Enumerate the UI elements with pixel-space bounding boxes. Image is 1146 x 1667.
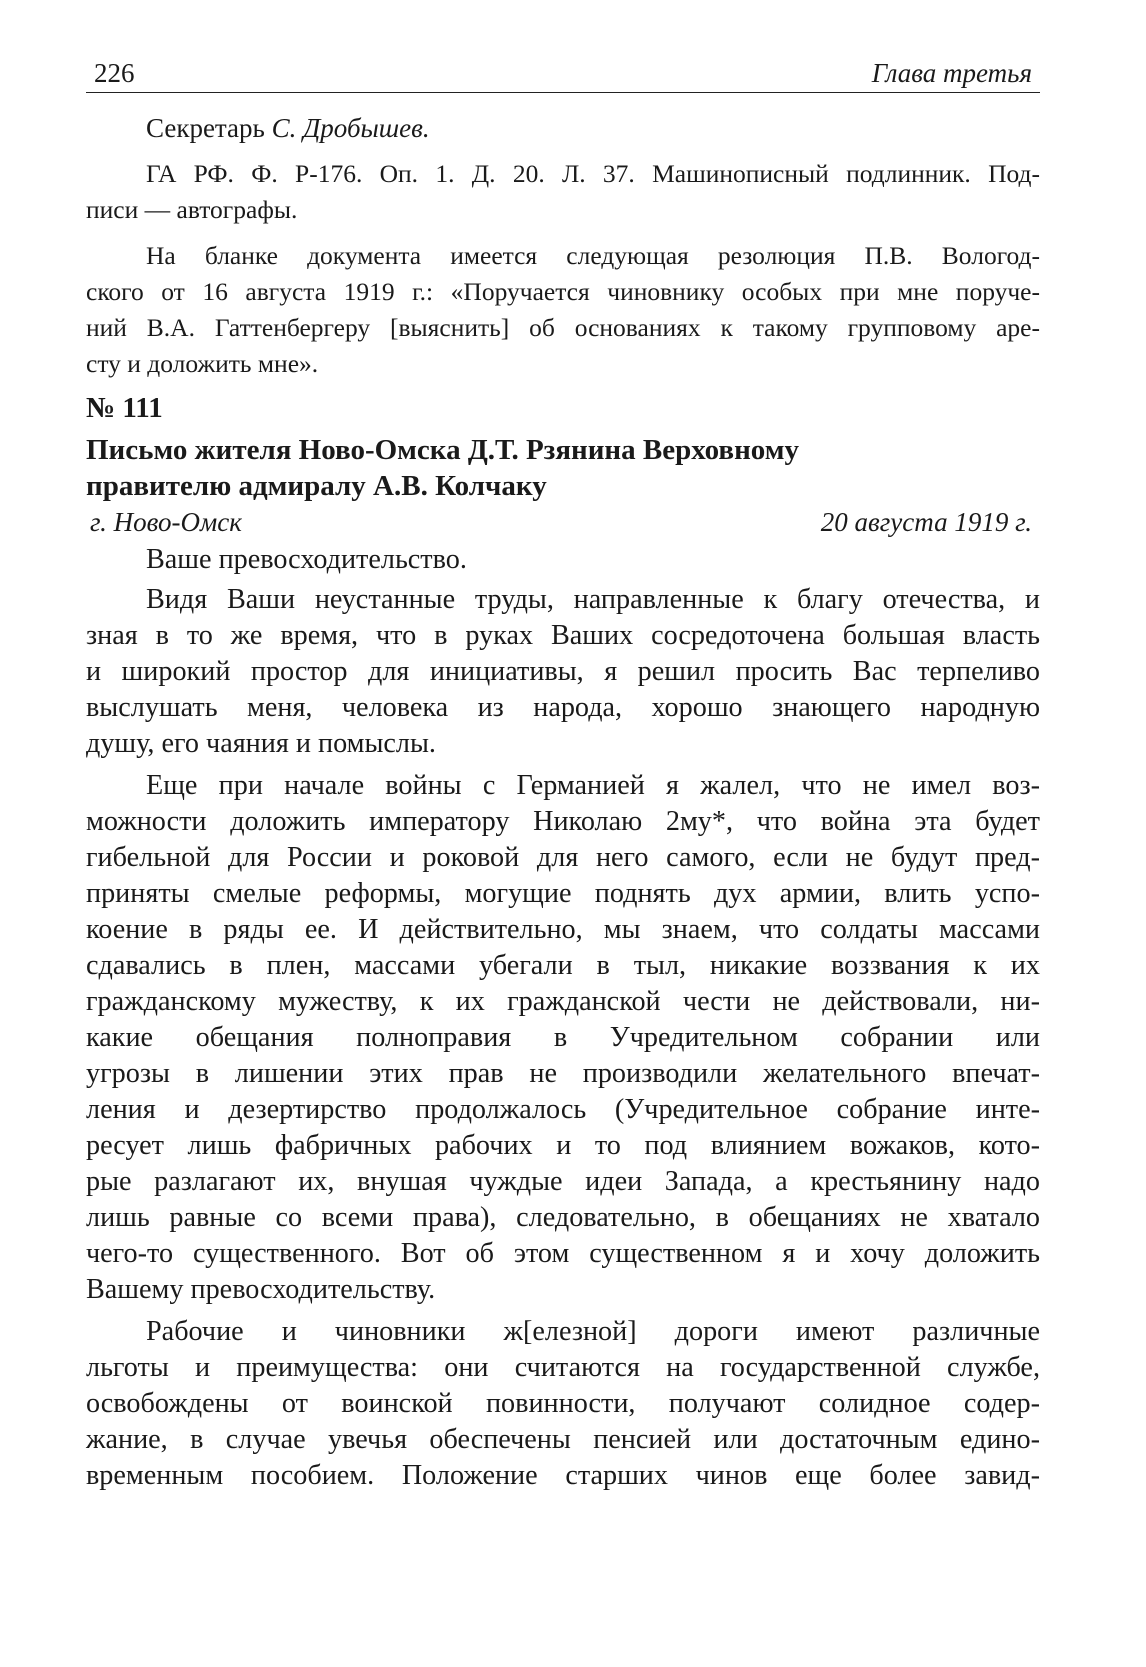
page-number: 226 — [94, 58, 135, 88]
paragraph1-line-4: выслушать меня, человека из народа, хорошо знающего народную — [86, 692, 1040, 723]
paragraph3-line-2: льготы и преимущества: они считаются на государственной службе, — [86, 1352, 1040, 1383]
paragraph2-line-9: угрозы в лишении этих прав не производили желательного впечат- — [86, 1058, 1040, 1089]
paragraph2-line-1: Еще при начале войны с Германией я жалел, что не имел воз- — [146, 770, 1040, 801]
resolution-line-4: сту и доложить мне». — [86, 349, 319, 378]
document-number: № 111 — [86, 392, 163, 424]
paragraph1-line-2: зная в то же время, что в руках Ваших сосредоточена большая власть — [86, 620, 1040, 651]
archive-line-2: писи — автографы. — [86, 195, 298, 224]
resolution-line-1: На бланке документа имеется следующая резолюция П.В. Вологод- — [146, 241, 1040, 270]
paragraph2-line-6: сдавались в плен, массами убегали в тыл, никакие воззвания к их — [86, 950, 1040, 981]
paragraph2-line-7: гражданскому мужеству, к их гражданской чести не действовали, ни- — [86, 986, 1040, 1017]
archive-line-1: ГА РФ. Ф. Р-176. Оп. 1. Д. 20. Л. 37. Машинописный подлинник. Под- — [146, 159, 1040, 188]
salutation: Ваше превосходительство. — [146, 544, 467, 575]
paragraph2-line-3: гибельной для России и роковой для него самого, если не будут пред- — [86, 842, 1040, 873]
paragraph2-line-10: ления и дезертирство продолжалось (Учредительное собрание инте- — [86, 1094, 1040, 1125]
paragraph3-line-1: Рабочие и чиновники ж[елезной] дороги имеют различные — [146, 1316, 1040, 1347]
paragraph2-line-8: какие обещания полноправия в Учредительном собрании или — [86, 1022, 1040, 1053]
secretary-label: Секретарь — [146, 113, 272, 143]
paragraph1-line-3: и широкий простор для инициативы, я решил просить Вас терпеливо — [86, 656, 1040, 687]
paragraph2-line-5: коение в ряды ее. И действительно, мы знаем, что солдаты массами — [86, 914, 1040, 945]
running-header — [86, 52, 1040, 93]
resolution-line-2: ского от 16 августа 1919 г.: «Поручается чиновнику особых при мне поруче- — [86, 277, 1040, 306]
paragraph3-line-4: жание, в случае увечья обеспечены пенсией или достаточным едино- — [86, 1424, 1040, 1455]
paragraph2-line-2: можности доложить императору Николаю 2му*, что война эта будет — [86, 806, 1040, 837]
document-title-line-1: Письмо жителя Ново-Омска Д.Т. Рзянина Верховному — [86, 434, 799, 466]
chapter-title: Глава третья — [871, 58, 1032, 88]
document-title-line-2: правителю адмиралу А.В. Колчаку — [86, 470, 547, 502]
paragraph3-line-5: временным пособием. Положение старших чинов еще более завид- — [86, 1460, 1040, 1491]
document-page — [86, 52, 1040, 1491]
document-date: 20 августа 1919 г. — [820, 507, 1032, 537]
paragraph1-line-5: душу, его чаяния и помыслы. — [86, 728, 436, 759]
paragraph2-line-4: приняты смелые реформы, могущие поднять дух армии, влить успо- — [86, 878, 1040, 909]
secretary-line — [146, 110, 430, 146]
document-place: г. Ново-Омск — [90, 507, 242, 537]
paragraph2-line-14: чего-то существенного. Вот об этом существенном я и хочу доложить — [86, 1238, 1040, 1269]
secretary-name: С. Дробышев. — [271, 113, 430, 143]
paragraph2-line-11: ресует лишь фабричных рабочих и то под влиянием вожаков, кото- — [86, 1130, 1040, 1161]
paragraph2-line-12: рые разлагают их, внушая чуждые идеи Запада, а крестьянину надо — [86, 1166, 1040, 1197]
paragraph2-line-15: Вашему превосходительству. — [86, 1274, 436, 1305]
paragraph2-line-13: лишь равные со всеми права), следовательно, в обещаниях не хватало — [86, 1202, 1040, 1233]
paragraph1-line-1: Видя Ваши неустанные труды, направленные к благу отечества, и — [146, 584, 1040, 615]
paragraph3-line-3: освобождены от воинской повинности, получают солидное содер- — [86, 1388, 1040, 1419]
resolution-line-3: ний В.А. Гаттенбергеру [выяснить] об основаниях к такому групповому аре- — [86, 313, 1040, 342]
